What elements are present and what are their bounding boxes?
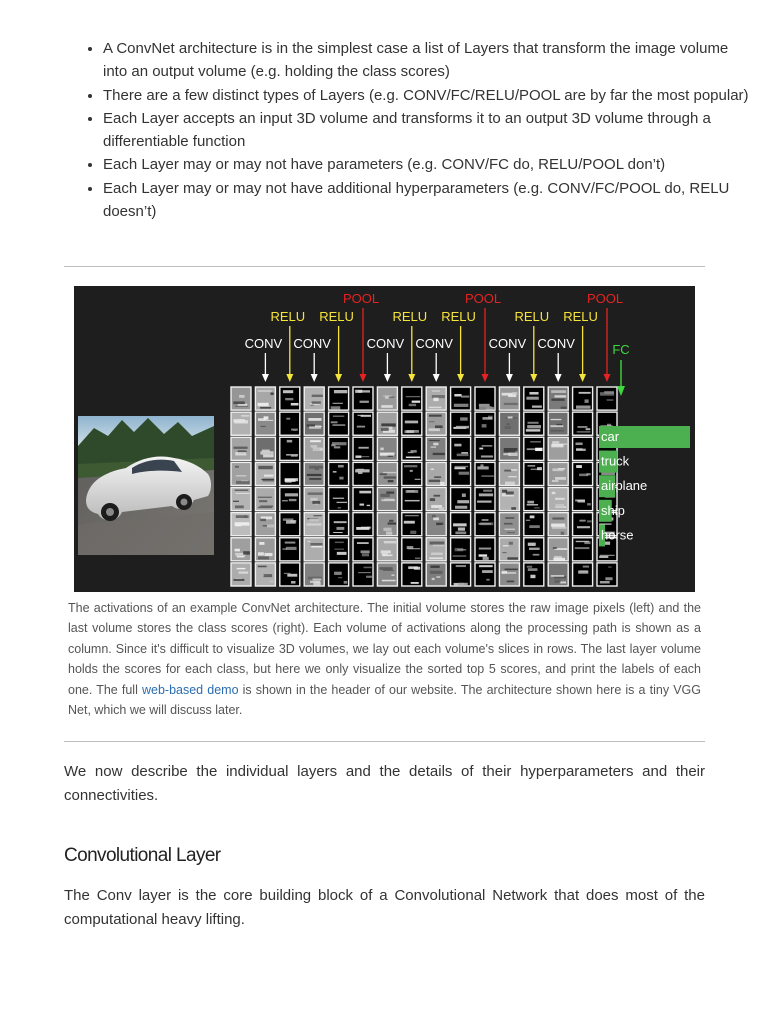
layer-label-relu: RELU [441,309,476,324]
intro-paragraph: We now describe the individual layers and the details of their hyperparameters and their connectivities. [64,763,705,804]
list-item: • Each Layer may or may not have parameters (e.g. CONV/FC do, RELU/POOL don’t) [103,153,749,176]
list-item: • Each Layer may or may not have additional hyperparameters (e.g. CONV/FC/POOL do, RELU doesn’t) [103,177,749,224]
summary-list [64,37,749,223]
activation-column [280,387,300,586]
list-item: • Each Layer accepts an input 3D volume and transforms it to an output 3D volume through a differentiable function [103,107,749,154]
activation-column [548,387,568,586]
input-car-photo [78,416,214,555]
caption-text: The activations of an example ConvNet architecture. The initial volume stores the raw image pixels (left) and the last volume stores the class scores (right). Each volume of activations along the processing path is shown as a column. Since it's difficult to visualize 3D volumes, we lay out each volume's slices in rows. The last layer volume holds the scores for each class, but here we only visualize the sorted top 5 scores, and print the labels of each one. The full [68,601,701,697]
layer-label-conv: CONV [366,336,405,351]
layer-label-pool: POOL [342,291,380,306]
activation-column [451,387,471,586]
activation-columns [231,387,617,586]
layer-label-conv: CONV [244,336,283,351]
web-demo-link[interactable]: web-based demo [141,682,239,697]
activation-column [475,387,495,586]
layer-label-conv: CONV [488,336,527,351]
divider [64,741,705,742]
layer-label-relu: RELU [319,309,354,324]
class-score [599,451,630,473]
class-label: airplane [601,478,648,494]
layer-label-relu: RELU [514,309,550,324]
list-item: • There are a few distinct types of Layers (e.g. CONV/FC/RELU/POOL are by far the most popular) [103,84,749,107]
class-label: truck [601,453,630,469]
layer-label-conv: CONV [415,336,453,351]
layer-labels [245,291,630,396]
class-scores [599,426,690,546]
activation-column [231,387,251,586]
layer-label-relu: RELU [270,309,306,324]
activation-column [329,387,349,586]
conv-layer-paragraph: The Conv layer is the core building block of a Convolutional Network that does most of the computational heavy lifting. [64,887,705,928]
figure-caption [68,598,701,720]
class-label: ship [601,502,625,518]
activation-column [402,387,422,586]
divider [64,266,705,267]
layer-label-pool: POOL [464,291,502,306]
activation-column [426,387,446,586]
class-label: car [601,429,620,444]
section-heading: Convolutional Layer [64,845,221,866]
layer-label-conv: CONV [293,336,331,351]
class-score [599,426,690,448]
class-label: horse [601,527,634,543]
class-score [599,475,647,497]
activation-column [524,387,544,586]
convnet-figure [74,286,695,592]
caption-text-end: is shown in the header of our website. The architecture shown here is a tiny VGG Net, which we will discuss later. [68,682,701,718]
activation-column [499,387,519,586]
layer-label-relu: RELU [563,309,598,324]
activation-column [573,387,593,586]
layer-label-pool: POOL [586,291,624,306]
activation-column [255,387,275,586]
activation-column [304,387,324,586]
layer-label-conv: CONV [537,336,575,351]
list-item: • A ConvNet architecture is in the simplest case a list of Layers that transform the image volume into an output volume (e.g. holding the class scores) [103,37,749,84]
activation-column [377,387,397,586]
activation-column [353,387,373,586]
layer-label-fc: FC [612,342,630,357]
layer-label-relu: RELU [392,309,428,324]
convnet-diagram [74,286,695,592]
